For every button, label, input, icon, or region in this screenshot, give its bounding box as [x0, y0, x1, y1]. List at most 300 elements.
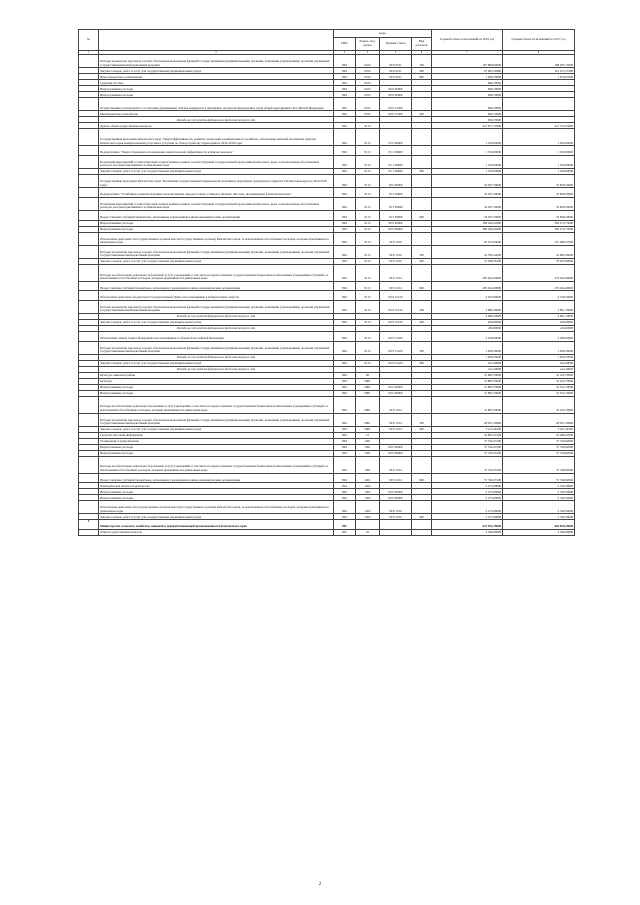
- amount-2016-cell: 285 643,29800: [432, 264, 503, 281]
- amount-2016-cell: 95 072,63000: [432, 232, 503, 245]
- amount-2016-cell: 1 836,30000: [432, 354, 503, 360]
- expense-type-cell: 600: [412, 473, 432, 483]
- target-article-cell: 99 0 51420: [380, 360, 412, 366]
- amount-2017-cell: 37 740,82000: [503, 444, 575, 450]
- amount-2016-cell: 1 550,00000: [432, 129, 503, 146]
- description-cell: Расходы за счет средств федерального бюджета текущего года: [99, 314, 334, 320]
- header-number: №: [79, 30, 99, 51]
- section-cell: 0113: [356, 360, 380, 366]
- target-article-cell: 99 0 1014: [380, 456, 412, 473]
- target-article-cell: 99 0 00000: [380, 489, 412, 495]
- section-cell: 0113: [356, 129, 380, 146]
- grbs-cell: 804: [334, 489, 356, 495]
- table-row: [79, 55, 575, 68]
- amount-2017-cell: 5 549,30000: [503, 495, 575, 501]
- amount-2017-cell: 1 676,07000: [503, 74, 575, 80]
- expense-type-cell: [412, 530, 432, 536]
- section-cell: 0113: [356, 258, 380, 264]
- amount-2017-cell: 37 740,82000: [503, 456, 575, 473]
- expense-type-cell: [412, 155, 432, 168]
- grbs-cell: 807: [334, 520, 356, 530]
- section-cell: 0113: [356, 232, 380, 245]
- expense-type-cell: [412, 291, 432, 301]
- amount-2016-cell: 386 290,22900: [432, 226, 503, 232]
- table-row: [79, 146, 575, 156]
- table-row: [79, 98, 575, 111]
- amount-2017-cell: 37 740,82000: [503, 438, 575, 444]
- table-row: [79, 264, 575, 281]
- expense-type-cell: [412, 332, 432, 342]
- amount-2016-cell: 34 037,50000: [432, 188, 503, 198]
- description-cell: Непрограммные расходы: [99, 226, 334, 232]
- target-article-cell: 99 0 51410: [380, 320, 412, 326]
- description-cell: Культура: [99, 378, 334, 384]
- target-article-cell: 99 0 00000: [380, 384, 412, 390]
- amount-2017-cell: 32 102,70000: [503, 396, 575, 413]
- description-cell: Министерство сельского хозяйства, пищевой и перерабатывающей промышленности Камчатского края: [99, 520, 334, 530]
- amount-2016-cell: 625 032,70000: [432, 520, 503, 530]
- target-article-cell: 99 0 00000: [380, 86, 412, 92]
- expense-type-cell: 500: [412, 111, 432, 117]
- amount-2017-cell: 37 740,82000: [503, 450, 575, 456]
- amount-2017-cell: 1 630,00000: [503, 168, 575, 174]
- amount-2016-cell: 3 396,00000: [432, 530, 503, 536]
- table-row: [79, 341, 575, 354]
- target-article-cell: 99 0 1010: [380, 501, 412, 514]
- row-number-cell: [79, 341, 99, 354]
- row-number-cell: [79, 332, 99, 342]
- description-cell: Межбюджетные трансферты: [99, 111, 334, 117]
- expense-type-cell: [412, 501, 432, 514]
- table-row: [79, 197, 575, 210]
- section-cell: 0105: [356, 80, 380, 86]
- amount-2016-cell: 22 784,14000: [432, 245, 503, 258]
- table-row: [79, 501, 575, 514]
- amount-2016-cell: 386 290,22900: [432, 220, 503, 226]
- grbs-cell: 804: [334, 332, 356, 342]
- description-cell: Закупка товаров, работ и услуг для государственных (муниципальных) нужд: [99, 514, 334, 520]
- table-row: [79, 413, 575, 426]
- row-number-cell: [79, 413, 99, 426]
- amount-2016-cell: 31 883,70000: [432, 372, 503, 378]
- target-article-cell: 99 0 51420: [380, 341, 412, 354]
- expense-type-cell: 200: [412, 320, 432, 326]
- amount-2016-cell: 31 883,70000: [432, 378, 503, 384]
- table-row: [79, 300, 575, 313]
- amount-2017-cell: 37 740,82000: [503, 473, 575, 483]
- description-cell: Расходы за счет средств федерального бюджета текущего года: [99, 117, 334, 123]
- table-row: [79, 520, 575, 530]
- description-cell: Культура, кинематография: [99, 372, 334, 378]
- amount-2017-cell: 78 295,69000: [503, 258, 575, 264]
- expense-type-cell: 100: [412, 55, 432, 68]
- description-cell: Расходы на обеспечение деятельности (оказание услуг) учреждений, в том числе на предоставление государственным бюджетным и автономным учреждениям субсидий, за исключением обособленных расходов, которым присваиваются уникальные коды: [99, 396, 334, 413]
- target-article-cell: 99 0 0101: [380, 74, 412, 80]
- expense-type-cell: 100: [412, 413, 432, 426]
- description-cell: Обеспечение деятельности государственных органов власти (государственных органов) Камчатского края, за исключением обособленных расходов, которым присваиваются уникальные коды: [99, 232, 334, 245]
- target-article-cell: 99 0 51410: [380, 300, 412, 313]
- amount-2017-cell: 32 102,70000: [503, 390, 575, 396]
- amount-2016-cell: 285 643,29800: [432, 281, 503, 291]
- expense-type-cell: 200: [412, 258, 432, 264]
- grbs-cell: 804: [334, 92, 356, 98]
- section-cell: 0113: [356, 123, 380, 129]
- description-cell: Закупка товаров, работ и услуг для государственных (муниципальных) нужд: [99, 68, 334, 74]
- description-cell: Непрограммные расходы: [99, 444, 334, 450]
- expense-type-cell: [412, 188, 432, 198]
- grbs-cell: 804: [334, 456, 356, 473]
- grbs-cell: 804: [334, 197, 356, 210]
- grbs-cell: 804: [334, 245, 356, 258]
- grbs-cell: 804: [334, 264, 356, 281]
- section-cell: 1202: [356, 501, 380, 514]
- amount-2017-cell: 43 289,22000: [503, 432, 575, 438]
- table-row: [79, 332, 575, 342]
- description-cell: Предоставление субсидий бюджетным, автономным учреждениям и иным некоммерческим организациям: [99, 281, 334, 291]
- description-cell: Расходы за счет средств федерального бюджета текущего года: [99, 326, 334, 332]
- grbs-cell: 804: [334, 495, 356, 501]
- amount-2017-cell: 1 630,00000: [503, 129, 575, 146]
- target-article-cell: 99 0 1014: [380, 396, 412, 413]
- table-row: [79, 129, 575, 146]
- amount-2016-cell: 5 275,00000: [432, 514, 503, 520]
- grbs-cell: 804: [334, 220, 356, 226]
- amount-2017-cell: 188 205,72600: [503, 55, 575, 68]
- amount-2017-cell: 664 828,29000: [503, 520, 575, 530]
- row-number-cell: [79, 396, 99, 413]
- section-cell: 0105: [356, 92, 380, 98]
- amount-2016-cell: 34 037,50000: [432, 197, 503, 210]
- description-cell: Закупка товаров, работ и услуг для государственных (муниципальных) нужд: [99, 426, 334, 432]
- section-cell: 0104: [356, 68, 380, 74]
- row-number-cell: [79, 155, 99, 168]
- description-cell: Расходы на выплаты персоналу в целях обеспечения выполнения функций государственными (муниципальными) органами, казенными учреждениями, органами управления государственными внебюджетными фондами: [99, 413, 334, 426]
- amount-2017-cell: 32 102,70000: [503, 384, 575, 390]
- expense-type-cell: [412, 129, 432, 146]
- amount-2016-cell: 5 275,00000: [432, 501, 503, 514]
- page-number: 2: [318, 882, 322, 887]
- target-article-cell: 99 0 1014: [380, 413, 412, 426]
- amount-2016-cell: 3 886,30000: [432, 314, 503, 320]
- amount-2016-cell: 5 275,00000: [432, 495, 503, 501]
- expense-type-cell: 100: [412, 341, 432, 354]
- table-row: [79, 232, 575, 245]
- description-cell: Реализация мероприятий соответствующей подпрограммы в рамках соответствующей государственной программы Камчатского края, за исключением обособленных расходов, которым присваиваются уникальные коды: [99, 197, 334, 210]
- amount-2016-cell: 5 275,00000: [432, 489, 503, 495]
- amount-2017-cell: 4 318,50000: [503, 291, 575, 301]
- header-codes-group: коды: [334, 30, 432, 38]
- row-number-cell: [79, 264, 99, 281]
- description-cell: Общегосударственные вопросы: [99, 530, 334, 536]
- section-cell: 0105: [356, 86, 380, 92]
- amount-2016-cell: 1 550,00000: [432, 168, 503, 174]
- description-cell: Непрограммные расходы: [99, 390, 334, 396]
- table-row: [79, 396, 575, 413]
- target-article-cell: 99 0 51420: [380, 332, 412, 342]
- expense-type-cell: 200: [412, 360, 432, 366]
- section-cell: 0113: [356, 146, 380, 156]
- amount-2017-cell: 35 828,50000: [503, 197, 575, 210]
- expense-type-cell: [412, 146, 432, 156]
- description-cell: Непрограммные расходы: [99, 86, 334, 92]
- grbs-cell: 804: [334, 232, 356, 245]
- amount-2016-cell: 37 530,47200: [432, 473, 503, 483]
- row-number-cell: [79, 281, 99, 291]
- grbs-cell: 804: [334, 432, 356, 438]
- amount-2016-cell: 422,40000: [432, 360, 503, 366]
- section-cell: 0113: [356, 332, 380, 342]
- expense-type-cell: [412, 232, 432, 245]
- target-article-cell: 99 0 00000: [380, 450, 412, 456]
- expense-type-cell: [412, 98, 432, 111]
- description-cell: Расходы за счет средств федерального бюджета текущего года: [99, 366, 334, 372]
- header-description: [99, 30, 334, 51]
- grbs-cell: 804: [334, 168, 356, 174]
- grbs-cell: 804: [334, 372, 356, 378]
- column-index-cell: 3: [334, 51, 356, 55]
- expense-type-cell: 200: [412, 168, 432, 174]
- section-cell: 0801: [356, 384, 380, 390]
- amount-2016-cell: 31 883,70000: [432, 390, 503, 396]
- grbs-cell: 804: [334, 396, 356, 413]
- table-row: [79, 174, 575, 187]
- section-cell: 0113: [356, 174, 380, 187]
- amount-2017-cell: 426,80000: [503, 326, 575, 332]
- table-row: [79, 281, 575, 291]
- target-article-cell: 99 0 1014: [380, 473, 412, 483]
- expense-type-cell: [412, 264, 432, 281]
- description-cell: Непрограммные расходы: [99, 495, 334, 501]
- row-number-cell: [79, 146, 99, 156]
- description-cell: Подпрограмма "Устойчивое развитие коренных малочисленных народов Севера, Сибири и Дальнего Востока, проживающих в Камчатском крае": [99, 188, 334, 198]
- description-cell: Иные бюджетные ассигнования: [99, 74, 334, 80]
- row-number-cell: [79, 530, 99, 536]
- amount-2017-cell: 32 102,70000: [503, 378, 575, 384]
- grbs-cell: 804: [334, 98, 356, 111]
- target-article-cell: [380, 520, 412, 530]
- amount-2016-cell: 1 606,70000: [432, 74, 503, 80]
- amount-2016-cell: 37 530,47200: [432, 456, 503, 473]
- description-cell: Предоставление субсидий бюджетным, автономным учреждениям и иным некоммерческим организациям: [99, 210, 334, 220]
- amount-2017-cell: 5 549,30000: [503, 483, 575, 489]
- grbs-cell: 804: [334, 291, 356, 301]
- amount-2016-cell: 1 836,30000: [432, 341, 503, 354]
- target-article-cell: 05 1 00000: [380, 146, 412, 156]
- description-cell: Расходы на обеспечение деятельности (оказание услуг) учреждений, в том числе на предоставление государственным бюджетным и автономным учреждениям субсидий, за исключением обособленных расходов, которым присваиваются уникальные коды: [99, 264, 334, 281]
- section-cell: 0801: [356, 390, 380, 396]
- section-cell: 1201: [356, 444, 380, 450]
- amount-2017-cell: 384 274,73000: [503, 220, 575, 226]
- amount-2017-cell: 444,40000: [503, 366, 575, 372]
- target-article-cell: 99 0 0101: [380, 68, 412, 74]
- section-cell: 0105: [356, 111, 380, 117]
- amount-2016-cell: 31 883,70000: [432, 396, 503, 413]
- grbs-cell: 804: [334, 384, 356, 390]
- amount-2017-cell: 1 836,50000: [503, 354, 575, 360]
- amount-2016-cell: 422,40000: [432, 366, 503, 372]
- section-cell: 0113: [356, 291, 380, 301]
- amount-2016-cell: 4 293,00000: [432, 291, 503, 301]
- section-cell: 0113: [356, 320, 380, 326]
- row-number-cell: [79, 245, 99, 258]
- description-cell: Непрограммные расходы: [99, 92, 334, 98]
- grbs-cell: 804: [334, 483, 356, 489]
- grbs-cell: 804: [334, 111, 356, 117]
- section-cell: 1201: [356, 450, 380, 456]
- description-cell: Закупка товаров, работ и услуг для государственных (муниципальных) нужд: [99, 360, 334, 366]
- description-cell: Непрограммные расходы: [99, 450, 334, 456]
- description-cell: Телевидение и радиовещание: [99, 438, 334, 444]
- expense-type-cell: 600: [412, 281, 432, 291]
- grbs-cell: 804: [334, 450, 356, 456]
- description-cell: Судебная система: [99, 80, 334, 86]
- expense-type-cell: [412, 396, 432, 413]
- section-cell: 12: [356, 432, 380, 438]
- description-cell: Расходы на обеспечение деятельности (оказание услуг) учреждений, в том числе на предоставление государственным бюджетным и автономным учреждениям субсидий, за исключением обособленных расходов, которым присваиваются уникальные коды: [99, 456, 334, 473]
- section-cell: 0801: [356, 378, 380, 384]
- amount-2017-cell: 35 828,50000: [503, 174, 575, 187]
- grbs-cell: 804: [334, 390, 356, 396]
- grbs-cell: 804: [334, 473, 356, 483]
- amount-2017-cell: 5 549,30000: [503, 514, 575, 520]
- amount-2017-cell: 28 671,20900: [503, 413, 575, 426]
- amount-2017-cell: 1 630,00000: [503, 146, 575, 156]
- target-article-cell: 99 0 51410: [380, 291, 412, 301]
- grbs-cell: 804: [334, 174, 356, 187]
- section-cell: 1201: [356, 438, 380, 444]
- table-row: [79, 473, 575, 483]
- column-index-cell: 4: [356, 51, 380, 55]
- amount-2017-cell: 3 396,00000: [503, 530, 575, 536]
- grbs-cell: 804: [334, 226, 356, 232]
- grbs-cell: 804: [334, 55, 356, 68]
- amount-2017-cell: 35 828,50000: [503, 188, 575, 198]
- target-article-cell: 18 3 09999: [380, 197, 412, 210]
- amount-2016-cell: 37 530,47200: [432, 438, 503, 444]
- section-cell: 0113: [356, 264, 380, 281]
- row-number-cell: [79, 197, 99, 210]
- header-exp-type: Вид расходов: [412, 38, 432, 51]
- description-cell: Обеспечение деятельности депутатов Государственной Думы и их помощников в избирательных округах: [99, 291, 334, 301]
- grbs-cell: 804: [334, 341, 356, 354]
- column-index-cell: 7: [432, 51, 503, 55]
- amount-2017-cell: 22 884,58000: [503, 245, 575, 258]
- amount-2016-cell: 28 671,20900: [432, 413, 503, 426]
- amount-2017-cell: 384 274,73000: [503, 226, 575, 232]
- column-index-cell: 8: [503, 51, 575, 55]
- amount-2016-cell: 5 275,00000: [432, 483, 503, 489]
- grbs-cell: 804: [334, 80, 356, 86]
- grbs-cell: 807: [334, 530, 356, 536]
- row-number-cell: [79, 300, 99, 313]
- grbs-cell: 804: [334, 258, 356, 264]
- amount-2016-cell: 2 258,00000: [432, 332, 503, 342]
- amount-2017-cell: 444,40000: [503, 360, 575, 366]
- budget-table: [78, 29, 575, 536]
- target-article-cell: 99 0 00000: [380, 495, 412, 501]
- amount-2016-cell: 42 805,47200: [432, 432, 503, 438]
- target-article-cell: 99 0 00000: [380, 220, 412, 226]
- target-article-cell: 18 3 09999: [380, 210, 412, 220]
- amount-2017-cell: 3 891,70000: [503, 300, 575, 313]
- grbs-cell: 804: [334, 413, 356, 426]
- amount-2017-cell: 1 630,00000: [503, 155, 575, 168]
- section-cell: [356, 520, 380, 530]
- grbs-cell: 804: [334, 378, 356, 384]
- amount-2016-cell: 406,80000: [432, 320, 503, 326]
- expense-type-cell: 200: [412, 514, 432, 520]
- description-cell: Непрограммные расходы: [99, 489, 334, 495]
- grbs-cell: 804: [334, 188, 356, 198]
- target-article-cell: 05 1 09990: [380, 168, 412, 174]
- amount-2016-cell: 1 550,00000: [432, 146, 503, 156]
- grbs-cell: 804: [334, 426, 356, 432]
- grbs-cell: 804: [334, 360, 356, 366]
- expense-type-cell: 800: [412, 74, 432, 80]
- section-cell: 0113: [356, 188, 380, 198]
- target-article-cell: 99 0 1014: [380, 264, 412, 281]
- column-index-cell: 6: [412, 51, 432, 55]
- description-cell: Обеспечение членов Совета Федерации и их помощников в субъектах Российской Федерации: [99, 332, 334, 342]
- section-cell: 0113: [356, 220, 380, 226]
- row-number-cell: [79, 210, 99, 220]
- grbs-cell: 804: [334, 444, 356, 450]
- target-article-cell: 99 0 00000: [380, 226, 412, 232]
- amount-2016-cell: 696,70000: [432, 92, 503, 98]
- grbs-cell: 804: [334, 129, 356, 146]
- grbs-cell: 804: [334, 155, 356, 168]
- section-cell: 0113: [356, 210, 380, 220]
- description-cell: Расходы за счет средств федерального бюджета текущего года: [99, 354, 334, 360]
- expense-type-cell: 200: [412, 68, 432, 74]
- row-number-cell: [79, 456, 99, 473]
- expense-type-cell: [412, 174, 432, 187]
- section-cell: 0801: [356, 426, 380, 432]
- grbs-cell: 804: [334, 514, 356, 520]
- grbs-cell: 804: [334, 501, 356, 514]
- amount-2016-cell: 696,70000: [432, 117, 503, 123]
- description-cell: Средства массовой информации: [99, 432, 334, 438]
- amount-2017-cell: 2 280,00000: [503, 332, 575, 342]
- table-row: [79, 188, 575, 198]
- amount-2017-cell: 32 102,70000: [503, 372, 575, 378]
- row-number-cell: [79, 129, 99, 146]
- grbs-cell: 804: [334, 123, 356, 129]
- section-cell: 1201: [356, 473, 380, 483]
- amount-2017-cell: 5 549,30000: [503, 489, 575, 495]
- amount-2016-cell: 34 037,50000: [432, 210, 503, 220]
- amount-2016-cell: 696,70000: [432, 86, 503, 92]
- target-article-cell: 99 0 1010: [380, 245, 412, 258]
- table-row: [79, 291, 575, 301]
- row-number-cell: [79, 174, 99, 187]
- header-grbs: ГРБС: [334, 38, 356, 51]
- table-row: [79, 530, 575, 536]
- amount-2016-cell: 696,70000: [432, 80, 503, 86]
- section-cell: 1202: [356, 483, 380, 489]
- grbs-cell: 804: [334, 146, 356, 156]
- amount-2017-cell: 276 494,49000: [503, 264, 575, 281]
- budget-table-container: [78, 29, 574, 536]
- expense-type-cell: 100: [412, 300, 432, 313]
- target-article-cell: 05 1 09990: [380, 155, 412, 168]
- description-cell: Осуществление полномочий по составлению (изменению) списков кандидатов в присяжные заседатели федеральных судов общей юрисдикции в Российской Федерации: [99, 98, 334, 111]
- target-article-cell: 18 3 00000: [380, 188, 412, 198]
- description-cell: Закупка товаров, работ и услуг для государственных (муниципальных) нужд: [99, 320, 334, 326]
- section-cell: 0113: [356, 281, 380, 291]
- description-cell: Реализация мероприятий соответствующей подпрограммы в рамках соответствующей государственной программы Камчатского края, за исключением обособленных расходов, которым присваиваются уникальные коды: [99, 155, 334, 168]
- amount-2016-cell: 3 212,49100: [432, 426, 503, 432]
